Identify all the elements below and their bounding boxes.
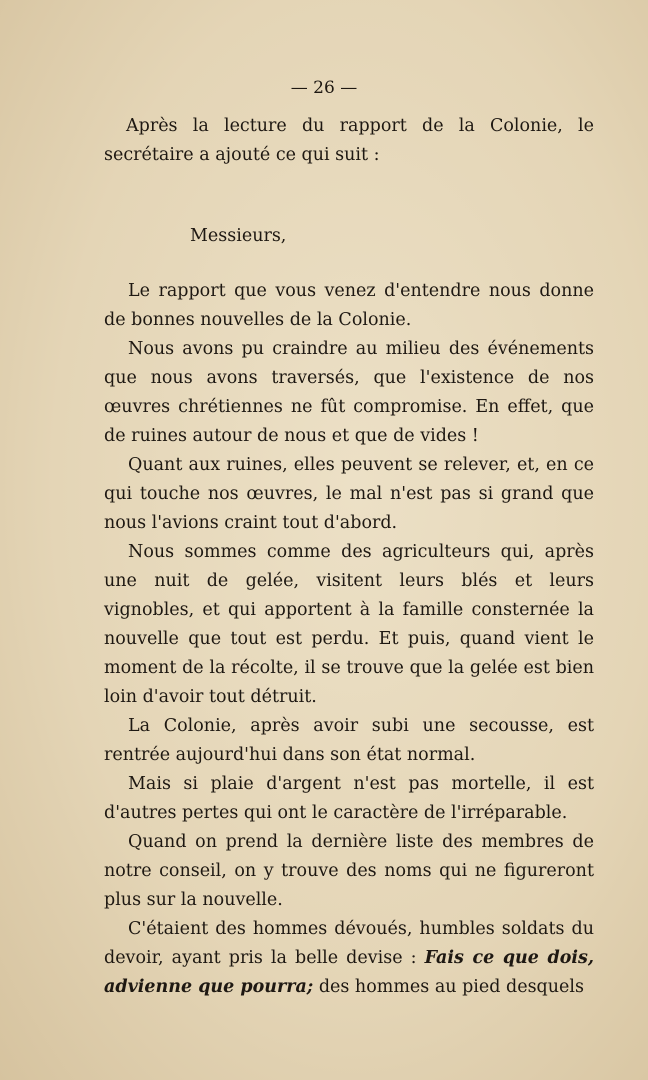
body-text: [104, 277, 594, 1002]
paragraph: Quant aux ruines, elles peuvent se relever, et, en ce qui touche nos œuvres, le mal n'est pas si grand que nous l'avions craint tout d'abord.: [104, 455, 594, 533]
page-number: — 26 —: [290, 78, 358, 98]
paragraph: Nous avons pu craindre au milieu des événements que nous avons traversés, que l'existence de nos œuvres chrétiennes ne fût compromise. En effet, que de ruines autour de nous et que de vides !: [104, 339, 594, 446]
motto-italic: Fais ce que dois, advienne que pourra;: [104, 948, 594, 997]
last-paragraph: [104, 915, 594, 1002]
intro-paragraph: Après la lecture du rapport de la Colonie, le secrétaire a ajouté ce qui suit :: [104, 116, 594, 165]
paragraph: Le rapport que vous venez d'entendre nous donne de bonnes nouvelles de la Colonie.: [104, 281, 594, 330]
intro-block: [104, 112, 594, 170]
paragraph: Quand on prend la dernière liste des membres de notre conseil, on y trouve des noms qui ne figureront plus sur la nouvelle.: [104, 832, 594, 910]
paragraph: Nous sommes comme des agriculteurs qui, après une nuit de gelée, visitent leurs blés et leurs vignobles, et qui apportent à la famille consternée la nouvelle que tout est perdu. Et puis, quand vient le moment de la récolte, il se trouve que la gelée est bien loin d'avoir tout détruit.: [104, 542, 594, 707]
last-paragraph-end: des hommes au pied desquels: [313, 977, 584, 997]
paragraph: Mais si plaie d'argent n'est pas mortelle, il est d'autres pertes qui ont le caractère de l'irréparable.: [104, 774, 594, 823]
paragraph: La Colonie, après avoir subi une secousse, est rentrée aujourd'hui dans son état normal.: [104, 716, 594, 765]
salutation: Messieurs,: [190, 226, 287, 246]
last-paragraph-start: C'étaient des hommes dévoués, humbles soldats du devoir, ayant pris la belle devise :: [104, 919, 594, 968]
